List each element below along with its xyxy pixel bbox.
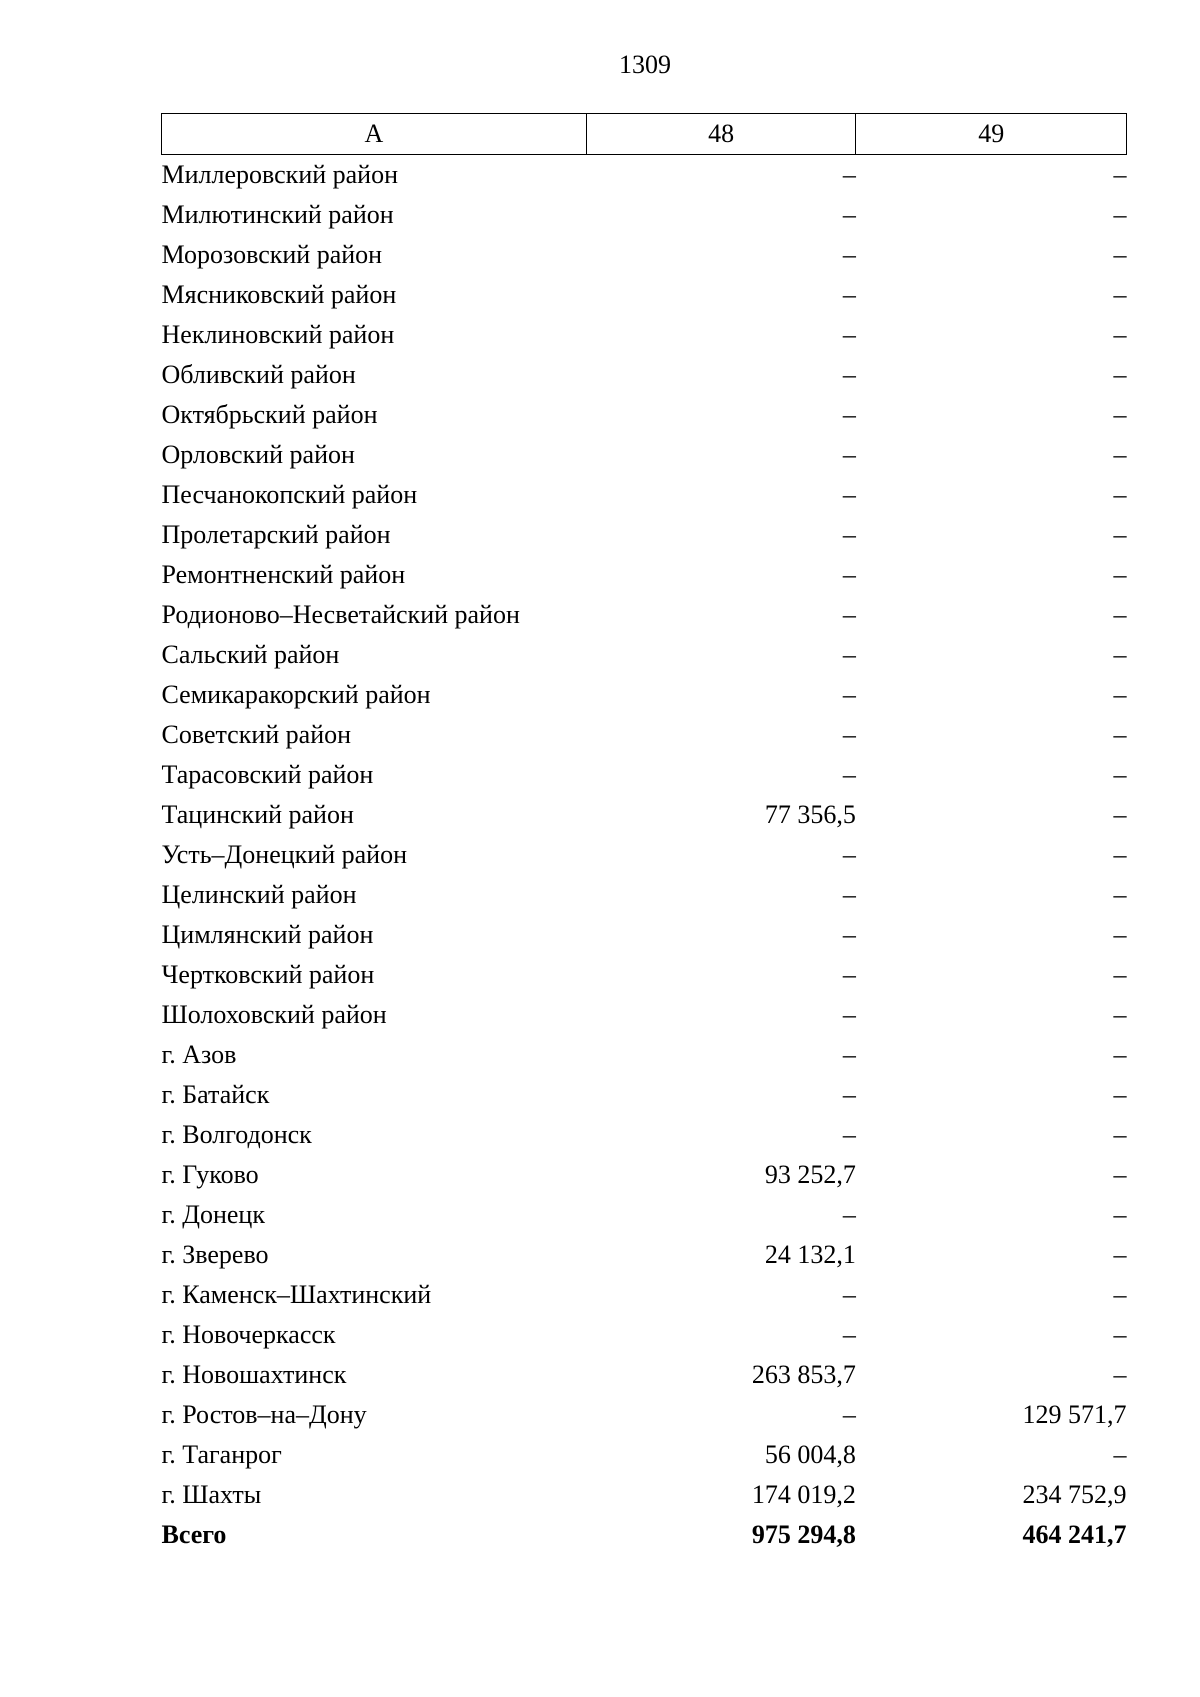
- row-value-48-cell: –: [842, 1320, 856, 1349]
- row-name-cell: Советский район: [161, 720, 352, 749]
- row-value-48-cell: –: [842, 160, 856, 189]
- table-row: [162, 595, 1127, 635]
- row-value-48-cell: 174 019,2: [751, 1480, 856, 1509]
- table-row: [162, 915, 1127, 955]
- row-value-48-cell: –: [842, 520, 856, 549]
- row-value-48-cell: –: [842, 1120, 856, 1149]
- row-value-49-cell: –: [1113, 960, 1127, 989]
- row-name-cell: г. Батайск: [161, 1080, 270, 1109]
- table-row: [162, 315, 1127, 355]
- row-value-49-cell: –: [1113, 1440, 1127, 1469]
- row-name-cell: Сальский район: [161, 640, 340, 669]
- row-value-49-cell: –: [1113, 440, 1127, 469]
- row-name-cell: г. Каменск–Шахтинский: [161, 1280, 432, 1309]
- row-value-48-cell: –: [842, 360, 856, 389]
- table-row: [162, 835, 1127, 875]
- row-value-48-cell: –: [842, 600, 856, 629]
- table-row: [162, 1395, 1127, 1435]
- row-name-cell: Целинский район: [161, 880, 357, 909]
- table-row: [162, 515, 1127, 555]
- table-row: [162, 1235, 1127, 1275]
- row-value-49-cell: –: [1113, 1160, 1127, 1189]
- row-value-48-cell: –: [842, 280, 856, 309]
- row-name-cell: Морозовский район: [161, 240, 383, 269]
- row-value-48-cell: –: [842, 560, 856, 589]
- row-value-48-cell: 263 853,7: [751, 1360, 856, 1389]
- row-name-cell: г. Ростов–на–Дону: [161, 1400, 367, 1429]
- total-label: Всего: [161, 1520, 227, 1549]
- row-value-49-cell: –: [1113, 520, 1127, 549]
- row-value-48-cell: –: [842, 320, 856, 349]
- table-row: [162, 1075, 1127, 1115]
- row-value-49-cell: –: [1113, 1040, 1127, 1069]
- row-value-48-cell: –: [842, 440, 856, 469]
- header-row: [162, 114, 1127, 155]
- total-value-49: 464 241,7: [1022, 1520, 1127, 1549]
- row-value-49-cell: –: [1113, 560, 1127, 589]
- row-value-48-cell: –: [842, 880, 856, 909]
- table-row: [162, 1035, 1127, 1075]
- row-name-cell: г. Новочеркасск: [161, 1320, 336, 1349]
- row-value-49-cell: –: [1113, 760, 1127, 789]
- table-row: [162, 355, 1127, 395]
- row-value-48-cell: –: [842, 200, 856, 229]
- table-row: [162, 475, 1127, 515]
- table-row: [162, 395, 1127, 435]
- table-body: [162, 155, 1127, 1516]
- row-value-49-cell: –: [1113, 1240, 1127, 1269]
- table-row: [162, 955, 1127, 995]
- row-value-48-cell: –: [842, 760, 856, 789]
- table-row: [162, 1195, 1127, 1235]
- table-row: [162, 675, 1127, 715]
- row-name-cell: Цимлянский район: [161, 920, 374, 949]
- table-row: [162, 755, 1127, 795]
- row-value-49-cell: –: [1113, 1000, 1127, 1029]
- row-name-cell: г. Шахты: [161, 1480, 262, 1509]
- total-value-48: 975 294,8: [751, 1520, 856, 1549]
- row-name-cell: Шолоховский район: [161, 1000, 387, 1029]
- row-value-48-cell: –: [842, 1080, 856, 1109]
- table-row: [162, 995, 1127, 1035]
- row-value-49-cell: –: [1113, 1360, 1127, 1389]
- row-value-48-cell: –: [842, 480, 856, 509]
- row-value-48-cell: 56 004,8: [764, 1440, 856, 1469]
- row-value-48-cell: 93 252,7: [764, 1160, 856, 1189]
- row-name-cell: г. Зверево: [161, 1240, 269, 1269]
- table-row: [162, 1155, 1127, 1195]
- total-row: [162, 1515, 1127, 1555]
- row-value-49-cell: 234 752,9: [1022, 1480, 1127, 1509]
- row-value-49-cell: –: [1113, 1200, 1127, 1229]
- row-value-48-cell: –: [842, 1000, 856, 1029]
- row-name-cell: Тацинский район: [161, 800, 354, 829]
- row-value-49-cell: –: [1113, 1280, 1127, 1309]
- row-value-49-cell: –: [1113, 200, 1127, 229]
- row-value-49-cell: –: [1113, 1320, 1127, 1349]
- page-number: 1309: [619, 50, 671, 79]
- row-value-49-cell: –: [1113, 320, 1127, 349]
- row-name-cell: Тарасовский район: [161, 760, 374, 789]
- table-row: [162, 1315, 1127, 1355]
- row-value-48-cell: –: [842, 1400, 856, 1429]
- row-name-cell: Неклиновский район: [161, 320, 395, 349]
- row-value-49-cell: –: [1113, 240, 1127, 269]
- row-value-49-cell: 129 571,7: [1022, 1400, 1127, 1429]
- row-value-48-cell: –: [842, 720, 856, 749]
- row-value-48-cell: –: [842, 960, 856, 989]
- table-row: [162, 1355, 1127, 1395]
- row-value-48-cell: –: [842, 400, 856, 429]
- row-value-49-cell: –: [1113, 160, 1127, 189]
- row-value-49-cell: –: [1113, 400, 1127, 429]
- row-value-48-cell: –: [842, 240, 856, 269]
- table-row: [162, 195, 1127, 235]
- table-row: [162, 555, 1127, 595]
- table-row: [162, 1435, 1127, 1475]
- row-name-cell: Семикаракорский район: [161, 680, 431, 709]
- row-name-cell: Милютинский район: [161, 200, 394, 229]
- row-value-48-cell: –: [842, 840, 856, 869]
- header-cell-48: 48: [586, 114, 856, 155]
- row-value-49-cell: –: [1113, 720, 1127, 749]
- row-name-cell: Мясниковский район: [161, 280, 397, 309]
- row-name-cell: Ремонтненский район: [161, 560, 406, 589]
- row-value-48-cell: 77 356,5: [764, 800, 856, 829]
- row-name-cell: Усть–Донецкий район: [161, 840, 407, 869]
- table-row: [162, 1275, 1127, 1315]
- table-row: [162, 155, 1127, 196]
- row-name-cell: Пролетарский район: [161, 520, 391, 549]
- row-value-49-cell: –: [1113, 280, 1127, 309]
- table-row: [162, 1115, 1127, 1155]
- row-name-cell: Чертковский район: [161, 960, 375, 989]
- row-value-48-cell: –: [842, 920, 856, 949]
- row-value-49-cell: –: [1113, 680, 1127, 709]
- row-value-48-cell: –: [842, 1280, 856, 1309]
- row-name-cell: г. Волгодонск: [161, 1120, 312, 1149]
- table-row: [162, 795, 1127, 835]
- row-value-49-cell: –: [1113, 600, 1127, 629]
- row-value-49-cell: –: [1113, 480, 1127, 509]
- row-name-cell: г. Новошахтинск: [161, 1360, 347, 1389]
- row-name-cell: г. Донецк: [161, 1200, 265, 1229]
- row-value-49-cell: –: [1113, 1120, 1127, 1149]
- row-value-49-cell: –: [1113, 360, 1127, 389]
- table-row: [162, 875, 1127, 915]
- row-name-cell: Миллеровский район: [161, 160, 399, 189]
- row-value-49-cell: –: [1113, 640, 1127, 669]
- table-row: [162, 275, 1127, 315]
- row-value-48-cell: 24 132,1: [764, 1240, 856, 1269]
- table-row: [162, 235, 1127, 275]
- table-row: [162, 635, 1127, 675]
- row-name-cell: Октябрьский район: [161, 400, 378, 429]
- row-name-cell: Родионово–Несветайский район: [161, 600, 520, 629]
- row-value-48-cell: –: [842, 1200, 856, 1229]
- row-name-cell: Орловский район: [161, 440, 355, 469]
- row-value-49-cell: –: [1113, 1080, 1127, 1109]
- row-name-cell: г. Таганрог: [161, 1440, 282, 1469]
- row-value-49-cell: –: [1113, 840, 1127, 869]
- row-value-48-cell: –: [842, 680, 856, 709]
- row-name-cell: г. Гуково: [161, 1160, 259, 1189]
- row-value-49-cell: –: [1113, 920, 1127, 949]
- row-name-cell: Обливский район: [161, 360, 356, 389]
- row-value-49-cell: –: [1113, 880, 1127, 909]
- row-value-49-cell: –: [1113, 800, 1127, 829]
- table-row: [162, 715, 1127, 755]
- header-cell-a: А: [162, 114, 587, 155]
- data-table: [161, 113, 1127, 1555]
- row-name-cell: Песчанокопский район: [161, 480, 418, 509]
- header-cell-49: 49: [856, 114, 1127, 155]
- row-value-48-cell: –: [842, 640, 856, 669]
- table-row: [162, 1475, 1127, 1515]
- row-name-cell: г. Азов: [161, 1040, 237, 1069]
- row-value-48-cell: –: [842, 1040, 856, 1069]
- table-row: [162, 435, 1127, 475]
